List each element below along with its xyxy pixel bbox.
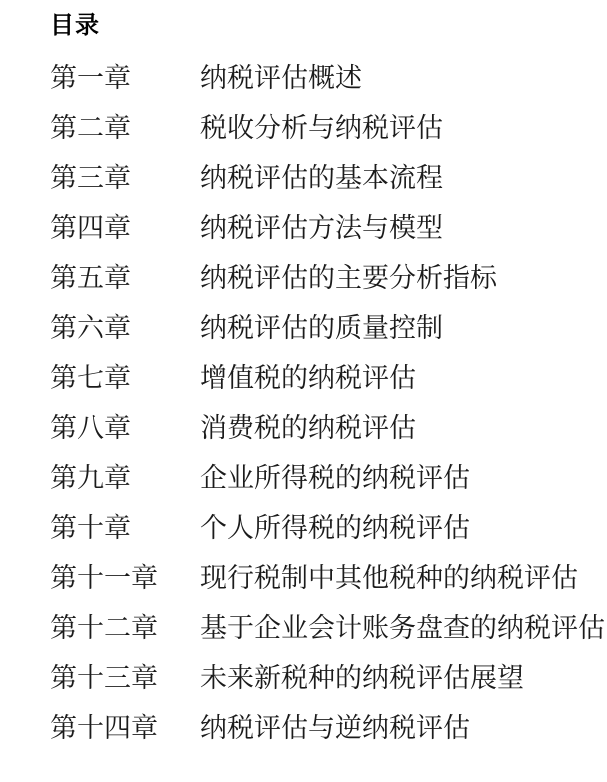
- toc-chapter-title: 纳税评估的基本流程: [200, 162, 443, 193]
- toc-chapter-title: 纳税评估的质量控制: [200, 312, 443, 343]
- toc-chapter-title: 增值税的纳税评估: [200, 362, 416, 393]
- toc-row: [50, 350, 587, 400]
- toc-row: [50, 50, 587, 100]
- toc-chapter-title: 消费税的纳税评估: [200, 412, 416, 443]
- toc-chapter-number: 第七章: [50, 362, 131, 393]
- toc-chapter-title: 未来新税种的纳税评估展望: [200, 662, 524, 693]
- toc-chapter-title: 个人所得税的纳税评估: [200, 512, 470, 543]
- toc-chapter-number: 第十三章: [50, 662, 158, 693]
- toc-row: [50, 300, 587, 350]
- toc-row: [50, 450, 587, 500]
- toc-row: [50, 400, 587, 450]
- toc-row: [50, 100, 587, 150]
- toc-chapter-title: 税收分析与纳税评估: [200, 112, 443, 143]
- toc-chapter-number: 第九章: [50, 462, 131, 493]
- toc-chapter-title: 纳税评估的主要分析指标: [200, 262, 497, 293]
- toc-chapter-title: 企业所得税的纳税评估: [200, 462, 470, 493]
- toc-row: [50, 150, 587, 200]
- toc-chapter-title: 基于企业会计账务盘查的纳税评估: [200, 612, 605, 643]
- toc-chapter-title: 纳税评估方法与模型: [200, 212, 443, 243]
- toc-chapter-title: 现行税制中其他税种的纳税评估: [200, 562, 578, 593]
- toc-row: [50, 550, 587, 600]
- toc-row: [50, 600, 605, 650]
- toc-chapter-number: 第十二章: [50, 612, 158, 643]
- toc-row: [50, 200, 587, 250]
- toc-chapter-number: 第二章: [50, 112, 131, 143]
- toc-heading: 目录: [50, 12, 100, 39]
- toc-chapter-number: 第十四章: [50, 712, 158, 743]
- toc-chapter-number: 第十一章: [50, 562, 158, 593]
- toc-row: [50, 250, 587, 300]
- toc-chapter-number: 第五章: [50, 262, 131, 293]
- toc-chapter-title: 纳税评估与逆纳税评估: [200, 712, 470, 743]
- toc-chapter-title: 纳税评估概述: [200, 62, 362, 93]
- toc-row: [50, 500, 587, 550]
- toc-row: [50, 650, 587, 700]
- toc-chapter-number: 第十章: [50, 512, 131, 543]
- toc-chapter-number: 第六章: [50, 312, 131, 343]
- toc-chapter-number: 第一章: [50, 62, 131, 93]
- toc-chapter-number: 第四章: [50, 212, 131, 243]
- toc-row: [50, 700, 587, 750]
- toc-chapter-number: 第三章: [50, 162, 131, 193]
- toc-chapter-number: 第八章: [50, 412, 131, 443]
- toc-list: [50, 50, 605, 750]
